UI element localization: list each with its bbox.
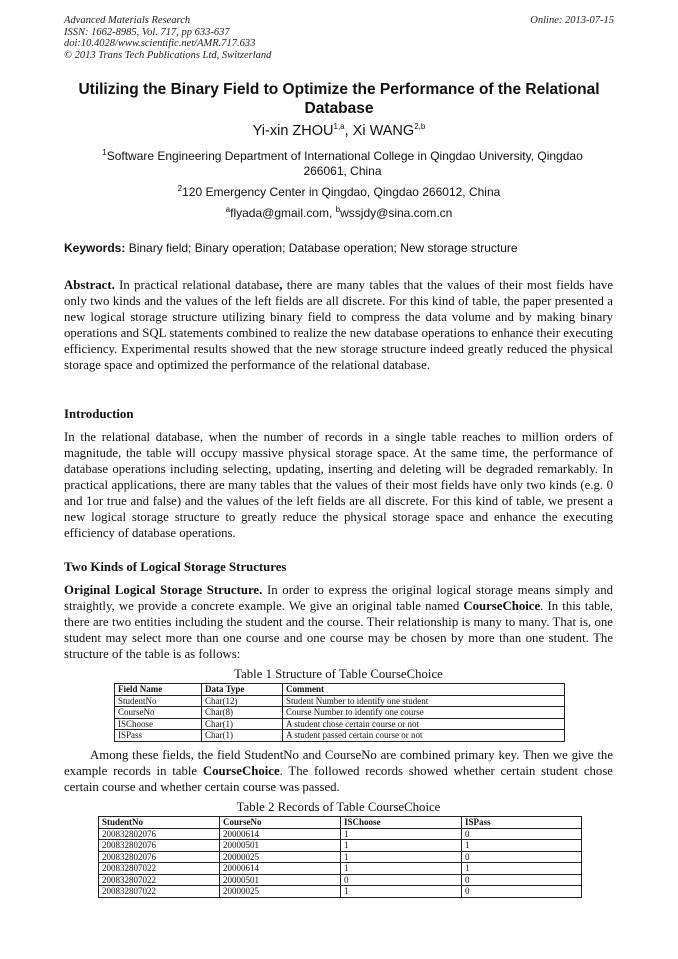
table2-cell: 20000025 xyxy=(220,886,341,898)
table-name-ref: CourseChoice xyxy=(463,599,541,613)
table1-cell: Course Number to identify one course xyxy=(283,707,565,719)
table2-cell: 20000614 xyxy=(220,863,341,875)
table1-cell: StudentNo xyxy=(115,695,202,707)
table2-cell: 20000501 xyxy=(220,840,341,852)
after-text-b: . The followed records showed whether certain student chose certain course and whether certain course was passed. xyxy=(64,764,613,794)
table2-cell: 0 xyxy=(462,886,582,898)
introduction-heading: Introduction xyxy=(64,407,134,421)
author-2-sup: 2,b xyxy=(414,122,426,132)
table2-row xyxy=(99,851,582,863)
after-table-name-ref: CourseChoice xyxy=(202,764,280,778)
table1-cell: Char(8) xyxy=(202,707,283,719)
table1-cell: CourseNo xyxy=(115,707,202,719)
keywords-text: Binary field; Binary operation; Database operation; New storage structure xyxy=(125,241,518,255)
abstract-text-b: there are many tables that the values of their most fields have only two kinds and the values of the left fields are all discrete. For this kind of table, the paper presented a new logical storage structure utilizing binary field to compress the data volume and by making binary operations and SQL statements combined to realize the new database operations to enhance their executing efficiency. Experimental results showed that the new storage structure indeed greatly reduced the physical storage space and optimized the performance of the relational database. xyxy=(64,278,613,372)
affiliation-1-sup: 1 xyxy=(102,148,107,157)
section2-text-b: . In this table, there are two entities including the student and the course. Their relationship is many to many. That is, one student may select more than one course and one course may be chosen by more than one student. The structure of the table is as follows: xyxy=(64,599,613,661)
table2-cell: 200832802076 xyxy=(99,851,220,863)
table1-row xyxy=(115,707,565,719)
table2-cell: 1 xyxy=(341,863,462,875)
introduction-text: In the relational database, when the number of records in a single table reaches to million orders of magnitude, the table will occupy massive physical storage space. At the same time, the performance of database operations including selecting, updating, inserting and deleting will be degraded remarkably. In practical applications, there are many tables that the values of their most fields have only two kinds (e.g. 0 and 1or true and false) and the values of the left fields are all discrete. For this kind of table, we present a new logical storage structure to greatly reduce the physical storage space and enhance the executing efficiency of database operations. xyxy=(64,430,613,540)
table1 xyxy=(114,683,565,742)
journal-name: Advanced Materials Research xyxy=(64,15,191,26)
author-line xyxy=(64,123,614,140)
author-1-sup: 1,a xyxy=(333,122,345,132)
journal-doi: doi:10.4028/www.scientific.net/AMR.717.633 xyxy=(64,38,256,49)
table1-caption: Table 1 Structure of Table CourseChoice xyxy=(234,667,443,681)
affiliation-1 xyxy=(90,149,595,179)
affiliation-2-text: 120 Emergency Center in Qingdao, Qingdao 266012, China xyxy=(182,185,501,199)
paper-title: Utilizing the Binary Field to Optimize the Performance of the Relational Database xyxy=(78,81,600,117)
author-1: Yi-xin ZHOU xyxy=(252,123,334,139)
table2-cell: 200832802076 xyxy=(99,828,220,840)
keywords-label: Keywords: xyxy=(64,241,126,255)
author-separator: , xyxy=(344,123,353,139)
table2-header-cell: ISPass xyxy=(462,817,582,829)
after-text-a: Among these fields, the field StudentNo and CourseNo are combined primary key. Then we give the example records in table xyxy=(64,748,613,778)
table1-header-cell: Comment xyxy=(283,684,565,696)
table1-cell: ISPass xyxy=(115,730,202,742)
table2-cell: 1 xyxy=(462,840,582,852)
email-line xyxy=(64,206,614,221)
affiliation-2 xyxy=(64,185,614,200)
subsection-label: Original Logical Storage Structure. xyxy=(64,583,263,597)
affiliation-2-sup: 2 xyxy=(177,184,183,193)
table2-caption: Table 2 Records of Table CourseChoice xyxy=(236,800,441,814)
table2-cell: 200832802076 xyxy=(99,840,220,852)
table1-cell: ISChoose xyxy=(115,718,202,730)
abstract-label: Abstract. xyxy=(64,278,115,292)
affiliation-1-text: Software Engineering Department of International College in Qingdao University, Qingdao 266061, China xyxy=(106,149,583,178)
table2-header-cell: StudentNo xyxy=(99,817,220,829)
table1-row xyxy=(115,718,565,730)
journal-header xyxy=(64,15,271,61)
section2-heading: Two Kinds of Logical Storage Structures xyxy=(64,560,287,574)
table1-cell: Student Number to identify one student xyxy=(283,695,565,707)
table2-cell: 1 xyxy=(341,828,462,840)
table2-cell: 0 xyxy=(462,851,582,863)
table2-cell: 1 xyxy=(462,863,582,875)
table1-cell: A student passed certain course or not xyxy=(283,730,565,742)
table1-cell: A student chose certain course or not xyxy=(283,718,565,730)
table2-cell: 200832807022 xyxy=(99,886,220,898)
section2-paragraph xyxy=(64,582,613,662)
online-date: Online: 2013-07-15 xyxy=(530,15,614,26)
table2-header-cell: ISChoose xyxy=(341,817,462,829)
keywords xyxy=(64,241,614,255)
abstract-comma: , xyxy=(279,278,283,292)
abstract xyxy=(64,277,613,373)
table2-header-cell: CourseNo xyxy=(220,817,341,829)
table2-cell: 20000614 xyxy=(220,828,341,840)
abstract-text-a: In practical relational database xyxy=(114,278,280,292)
author-2: Xi WANG xyxy=(352,123,415,139)
table2-row xyxy=(99,863,582,875)
journal-issn: ISSN: 1662-8985, Vol. 717, pp 633-637 xyxy=(64,26,230,38)
journal-copyright: © 2013 Trans Tech Publications Ltd, Switzerland xyxy=(64,49,272,61)
table1-cell: Char(1) xyxy=(202,730,283,742)
table2-cell: 1 xyxy=(341,840,462,852)
email-2-sup: b xyxy=(335,205,341,214)
table1-header-row xyxy=(115,684,565,696)
table2-row xyxy=(99,840,582,852)
table2-cell: 20000025 xyxy=(220,851,341,863)
table2-cell: 1 xyxy=(341,851,462,863)
table1-row xyxy=(115,695,565,707)
table2-row xyxy=(99,874,582,886)
section2-text-a: In order to express the original logical storage means simply and straightly, we provide a concrete example. We give an original table named xyxy=(64,583,614,613)
table1-header-cell: Field Name xyxy=(115,684,202,696)
table2 xyxy=(98,816,582,898)
table1-header-cell: Data Type xyxy=(202,684,283,696)
table2-cell: 200832807022 xyxy=(99,863,220,875)
table2-cell: 0 xyxy=(462,874,582,886)
email-1: flyada@gmail.com, xyxy=(230,206,336,220)
email-1-sup: a xyxy=(225,205,231,214)
table2-header-row xyxy=(99,817,582,829)
table2-cell: 0 xyxy=(462,828,582,840)
section2-after-table1 xyxy=(64,747,613,795)
table1-cell: Char(12) xyxy=(202,695,283,707)
table2-cell: 200832807022 xyxy=(99,874,220,886)
table2-row xyxy=(99,828,582,840)
table2-cell: 20000501 xyxy=(220,874,341,886)
table2-row xyxy=(99,886,582,898)
table2-cell: 1 xyxy=(341,886,462,898)
table1-row xyxy=(115,730,565,742)
table2-cell: 0 xyxy=(341,874,462,886)
table1-cell: Char(1) xyxy=(202,718,283,730)
email-2: wssjdy@sina.com.cn xyxy=(340,206,453,220)
